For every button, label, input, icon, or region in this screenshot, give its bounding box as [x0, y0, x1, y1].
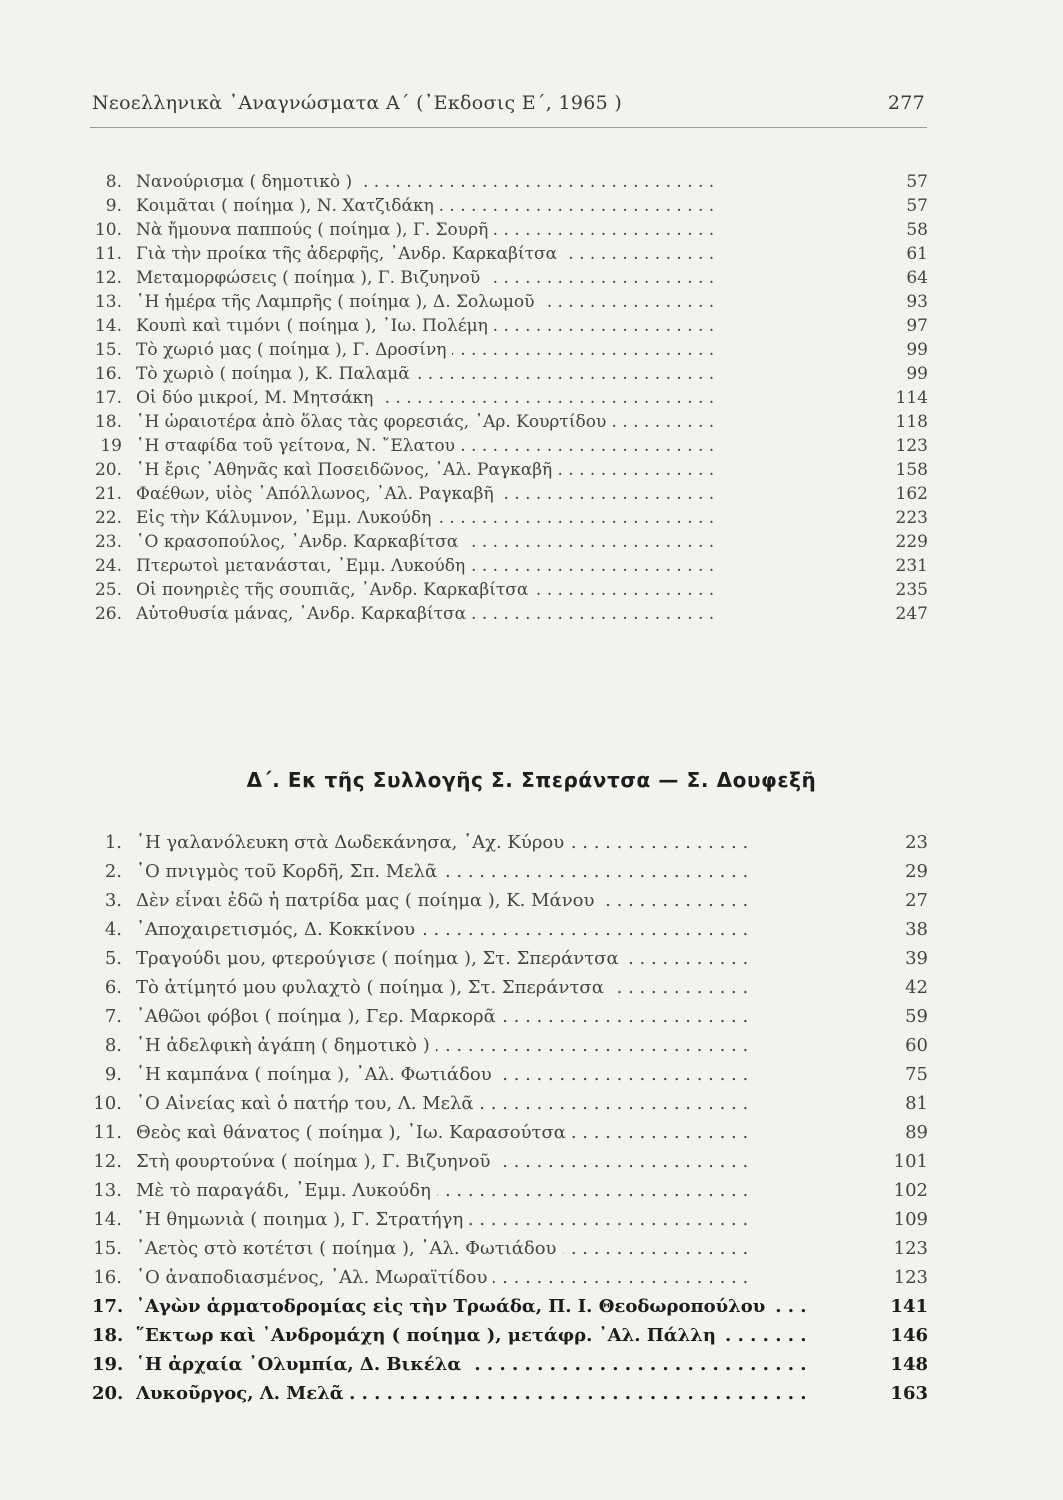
- entry-page-number: 27: [905, 890, 928, 911]
- page-number: 277: [887, 92, 925, 114]
- entry-number: 15.: [94, 340, 122, 360]
- entry-title: ῾Η ἀδελφικὴ ἀγάπη ( δημοτικὸ ): [136, 1035, 436, 1056]
- toc-entry: [92, 316, 934, 340]
- entry-title-with-leader: [136, 1035, 872, 1056]
- entry-number: 17.: [92, 1296, 124, 1317]
- entry-number: 5.: [104, 948, 122, 969]
- entry-page-number: 99: [906, 364, 928, 384]
- entry-title: ῾Η γαλανόλευκη στὰ Δωδεκάνησα, ᾽Αχ. Κύρου: [136, 832, 570, 853]
- entry-page-number: 123: [893, 1267, 928, 1288]
- toc-entry: [92, 604, 934, 628]
- entry-title: Οἱ πονηριὲς τῆς σουπιᾶς, ᾽Ανδρ. Καρκαβίτσα: [136, 580, 534, 600]
- entry-title: ῾Η σταφίδα τοῦ γείτονα, Ν. ῎Ελατου: [136, 436, 461, 456]
- entry-number: 2.: [104, 861, 122, 882]
- toc-entry: [92, 1296, 934, 1325]
- entry-title: Δὲν εἶναι ἐδῶ ἡ πατρίδα μας ( ποίημα ), Κ. Μάνου: [136, 890, 600, 911]
- entry-title-with-leader: [136, 340, 872, 360]
- running-title: Νεοελληνικὰ ᾽Αναγνώσματα Α΄ (᾽Εκδοσις Ε΄, 1965 ): [92, 92, 623, 114]
- entry-title-with-leader: [136, 832, 872, 853]
- toc-entry: [92, 1209, 934, 1238]
- entry-title: ῾Η ὡραιοτέρα ἀπὸ ὅλας τὰς φορεσιάς, ᾽Αρ. Κουρτίδου: [136, 412, 612, 432]
- toc-entry: [92, 1325, 934, 1354]
- entry-page-number: 123: [895, 436, 928, 456]
- toc-entry: [92, 508, 934, 532]
- entry-page-number: 99: [906, 340, 928, 360]
- entry-number: 7.: [104, 1006, 122, 1027]
- entry-title: Τὸ ἀτίμητό μου φυλαχτὸ ( ποίημα ), Στ. Σπεράντσα: [136, 977, 610, 998]
- entry-title-with-leader: [136, 1122, 872, 1143]
- toc-entry: [92, 1064, 934, 1093]
- entry-title: Μεταμορφώσεις ( ποίημα ), Γ. Βιζυηνοῦ: [136, 268, 486, 288]
- entry-title: ῾Ο ἀναποδιασμένος, ᾽Αλ. Μωραϊτίδου: [136, 1267, 493, 1288]
- entry-title: ῾Ο κρασοπούλος, ᾽Ανδρ. Καρκαβίτσα: [136, 532, 464, 552]
- entry-title: ῾Ο Αἰνείας καὶ ὁ πατήρ του, Λ. Μελᾶ: [136, 1093, 480, 1114]
- entry-title-with-leader: [136, 388, 872, 408]
- entry-number: 12.: [94, 268, 122, 288]
- entry-title: ῾Η ἀρχαία ᾽Ολυμπία, Δ. Βικέλα: [136, 1354, 467, 1375]
- toc-entry: [92, 1238, 934, 1267]
- entry-page-number: 97: [906, 316, 928, 336]
- entry-page-number: 163: [890, 1383, 928, 1404]
- entry-number: 20.: [92, 1383, 124, 1404]
- entry-title: Εἰς τὴν Κάλυμνον, ᾽Εμμ. Λυκούδη: [136, 508, 437, 528]
- entry-page-number: 93: [906, 292, 928, 312]
- entry-number: 15.: [93, 1238, 122, 1259]
- toc-entry: [92, 919, 934, 948]
- entry-title: Οἱ δύο μικροί, Μ. Μητσάκη: [136, 388, 379, 408]
- entry-title-with-leader: [136, 977, 872, 998]
- entry-title-with-leader: [136, 1354, 872, 1375]
- entry-page-number: 158: [895, 460, 928, 480]
- toc-entry: [92, 977, 934, 1006]
- entry-title-with-leader: [136, 220, 872, 240]
- entry-title: Κουπὶ καὶ τιμόνι ( ποίημα ), ᾽Ιω. Πολέμη: [136, 316, 494, 336]
- entry-title-with-leader: [136, 292, 872, 312]
- entry-page-number: 235: [895, 580, 928, 600]
- toc-entry: [92, 436, 934, 460]
- entry-title-with-leader: [136, 460, 872, 480]
- toc-entry: [92, 1151, 934, 1180]
- entry-title-with-leader: [136, 436, 872, 456]
- entry-page-number: 102: [893, 1180, 928, 1201]
- entry-title: ᾽Αγὼν ἁρματοδρομίας εἰς τὴν Τρωάδα, Π. Ι. Θεοδωροπούλου: [136, 1296, 771, 1317]
- toc-entry: [92, 1035, 934, 1064]
- entry-title-with-leader: [136, 412, 872, 432]
- entry-title-with-leader: [136, 1006, 872, 1027]
- entry-title: Μὲ τὸ παραγάδι, ᾽Εμμ. Λυκούδη: [136, 1180, 437, 1201]
- entry-page-number: 223: [895, 508, 928, 528]
- toc-entry: [92, 1354, 934, 1383]
- entry-title-with-leader: [136, 604, 872, 624]
- toc-entry: [92, 1122, 934, 1151]
- entry-title: Πτερωτοὶ μετανάσται, ᾽Εμμ. Λυκούδη: [136, 556, 471, 576]
- toc-entry: [92, 890, 934, 919]
- entry-title: Τὸ χωριὸ ( ποίημα ), Κ. Παλαμᾶ: [136, 364, 416, 384]
- entry-title: Φαέθων, υἱὸς ᾽Απόλλωνος, ᾽Αλ. Ραγκαβῆ: [136, 484, 500, 504]
- entry-number: 10.: [94, 220, 122, 240]
- toc-entry: [92, 172, 934, 196]
- entry-title: ᾽Αετὸς στὸ κοτέτσι ( ποίημα ), ᾽Αλ. Φωτιάδου: [136, 1238, 563, 1259]
- entry-number: 26.: [94, 604, 122, 624]
- entry-page-number: 229: [895, 532, 928, 552]
- entry-page-number: 101: [893, 1151, 928, 1172]
- entry-title: ῾Η καμπάνα ( ποίημα ), ᾽Αλ. Φωτιάδου: [136, 1064, 498, 1085]
- entry-title: ᾽Αποχαιρετισμός, Δ. Κοκκίνου: [136, 919, 421, 940]
- toc-entry: [92, 1093, 934, 1122]
- entry-number: 17.: [94, 388, 122, 408]
- toc-entry: [92, 580, 934, 604]
- entry-number: 3.: [104, 890, 122, 911]
- entry-number: 8.: [104, 1035, 122, 1056]
- toc-entry: [92, 861, 934, 890]
- entry-page-number: 29: [905, 861, 928, 882]
- section-heading: Δ΄. Εκ τῆς Συλλογῆς Σ. Σπεράντσα — Σ. Δουφεξῆ: [246, 768, 817, 792]
- entry-number: 9.: [105, 196, 122, 216]
- entry-page-number: 38: [905, 919, 928, 940]
- entry-page-number: 118: [895, 412, 928, 432]
- entry-title: ᾽Αθῶοι φόβοι ( ποίημα ), Γερ. Μαρκορᾶ: [136, 1006, 502, 1027]
- entry-page-number: 57: [906, 172, 928, 192]
- entry-title-with-leader: [136, 364, 872, 384]
- entry-number: 19.: [92, 1354, 124, 1375]
- entry-title: Λυκοῦργος, Λ. Μελᾶ: [136, 1383, 350, 1404]
- entry-page-number: 148: [890, 1354, 928, 1375]
- toc-entry: [92, 412, 934, 436]
- entry-title-with-leader: [136, 861, 872, 882]
- entry-title-with-leader: [136, 532, 872, 552]
- entry-title: Νὰ ἤμουνα παππούς ( ποίημα ), Γ. Σουρῆ: [136, 220, 494, 240]
- entry-number: 11.: [94, 244, 122, 264]
- entry-title-with-leader: [136, 1238, 872, 1259]
- entry-title: Αὐτοθυσία μάνας, ᾽Ανδρ. Καρκαβίτσα: [136, 604, 472, 624]
- entry-number: 12.: [93, 1151, 122, 1172]
- header-rule: [90, 127, 927, 128]
- entry-title-with-leader: [136, 890, 872, 911]
- toc-entry: [92, 220, 934, 244]
- toc-list-section-d: [92, 832, 934, 1412]
- entry-page-number: 81: [905, 1093, 928, 1114]
- toc-entry: [92, 1383, 934, 1412]
- entry-page-number: 58: [906, 220, 928, 240]
- entry-page-number: 162: [895, 484, 928, 504]
- toc-entry: [92, 832, 934, 861]
- entry-page-number: 75: [905, 1064, 928, 1085]
- entry-page-number: 123: [893, 1238, 928, 1259]
- entry-number: 10.: [93, 1093, 122, 1114]
- entry-page-number: 39: [905, 948, 928, 969]
- entry-number: 25.: [94, 580, 122, 600]
- entry-title-with-leader: [136, 580, 872, 600]
- entry-title: Στὴ φουρτούνα ( ποίημα ), Γ. Βιζυηνοῦ: [136, 1151, 496, 1172]
- entry-title-with-leader: [136, 1267, 872, 1288]
- entry-number: 18.: [92, 1325, 124, 1346]
- entry-number: 4.: [104, 919, 122, 940]
- entry-number: 18.: [94, 412, 122, 432]
- entry-title-with-leader: [136, 1151, 872, 1172]
- entry-page-number: 247: [895, 604, 928, 624]
- entry-page-number: 89: [905, 1122, 928, 1143]
- entry-page-number: 114: [895, 388, 928, 408]
- entry-title: Γιὰ τὴν προίκα τῆς ἀδερφῆς, ᾽Ανδρ. Καρκαβίτσα: [136, 244, 563, 264]
- entry-title-with-leader: [136, 948, 872, 969]
- toc-entry: [92, 556, 934, 580]
- entry-number: 13.: [93, 1180, 122, 1201]
- toc-entry: [92, 1267, 934, 1296]
- entry-number: 14.: [94, 316, 122, 336]
- entry-number: 6.: [104, 977, 122, 998]
- entry-title-with-leader: [136, 1064, 872, 1085]
- toc-entry: [92, 244, 934, 268]
- entry-page-number: 141: [890, 1296, 928, 1317]
- entry-title: ῾Ο πνιγμὸς τοῦ Κορδῆ, Σπ. Μελᾶ: [136, 861, 443, 882]
- entry-number: 21.: [94, 484, 122, 504]
- entry-number: 23.: [94, 532, 122, 552]
- entry-number: 16.: [93, 1267, 122, 1288]
- entry-title-with-leader: [136, 1209, 872, 1230]
- entry-title: Θεὸς καὶ θάνατος ( ποίημα ), ᾽Ιω. Καρασούτσα: [136, 1122, 572, 1143]
- toc-entry: [92, 364, 934, 388]
- entry-title-with-leader: [136, 316, 872, 336]
- toc-entry: [92, 268, 934, 292]
- entry-page-number: 23: [905, 832, 928, 853]
- entry-page-number: 61: [906, 244, 928, 264]
- toc-entry: [92, 532, 934, 556]
- entry-title: Κοιμᾶται ( ποίημα ), Ν. Χατζιδάκη: [136, 196, 440, 216]
- entry-page-number: 64: [906, 268, 928, 288]
- toc-entry: [92, 1180, 934, 1209]
- entry-title: Τραγούδι μου, φτερούγισε ( ποίημα ), Στ. Σπεράντσα: [136, 948, 625, 969]
- entry-title-with-leader: [136, 919, 872, 940]
- entry-number: 13.: [94, 292, 122, 312]
- running-header: [92, 92, 925, 114]
- entry-number: 20.: [94, 460, 122, 480]
- entry-title: ῾Η ἔρις ᾽Αθηνᾶς καὶ Ποσειδῶνος, ᾽Αλ. Ραγκαβῆ: [136, 460, 558, 480]
- entry-number: 8.: [105, 172, 122, 192]
- entry-title-with-leader: [136, 196, 872, 216]
- entry-number: 14.: [93, 1209, 122, 1230]
- entry-title-with-leader: [136, 244, 872, 264]
- entry-title-with-leader: [136, 1180, 872, 1201]
- entry-title-with-leader: [136, 508, 872, 528]
- entry-number: 1.: [104, 832, 122, 853]
- toc-entry: [92, 460, 934, 484]
- entry-title-with-leader: [136, 1296, 872, 1317]
- entry-title: Τὸ χωριό μας ( ποίημα ), Γ. Δροσίνη: [136, 340, 452, 360]
- entry-page-number: 109: [893, 1209, 928, 1230]
- toc-list-previous-section: [92, 172, 934, 628]
- entry-title: Νανούρισμα ( δημοτικὸ ): [136, 172, 358, 192]
- entry-title-with-leader: [136, 268, 872, 288]
- entry-number: 16.: [94, 364, 122, 384]
- entry-page-number: 57: [906, 196, 928, 216]
- entry-page-number: 59: [905, 1006, 928, 1027]
- toc-entry: [92, 292, 934, 316]
- entry-title-with-leader: [136, 484, 872, 504]
- toc-entry: [92, 388, 934, 412]
- toc-entry: [92, 1006, 934, 1035]
- entry-number: 11.: [93, 1122, 122, 1143]
- entry-number: 19: [100, 436, 122, 456]
- toc-entry: [92, 340, 934, 364]
- entry-title-with-leader: [136, 172, 872, 192]
- entry-title-with-leader: [136, 556, 872, 576]
- entry-page-number: 60: [905, 1035, 928, 1056]
- entry-page-number: 231: [895, 556, 928, 576]
- toc-entry: [92, 196, 934, 220]
- entry-title-with-leader: [136, 1093, 872, 1114]
- entry-number: 24.: [94, 556, 122, 576]
- entry-title-with-leader: [136, 1325, 872, 1346]
- entry-number: 22.: [94, 508, 122, 528]
- toc-entry: [92, 948, 934, 977]
- entry-title-with-leader: [136, 1383, 872, 1404]
- entry-page-number: 146: [890, 1325, 928, 1346]
- toc-entry: [92, 484, 934, 508]
- entry-title: ῾Η θημωνιὰ ( ποιημα ), Γ. Στρατήγη: [136, 1209, 469, 1230]
- entry-page-number: 42: [905, 977, 928, 998]
- entry-title: ῾Η ἡμέρα τῆς Λαμπρῆς ( ποίημα ), Δ. Σολωμοῦ: [136, 292, 541, 312]
- entry-title: ῞Εκτωρ καὶ ᾽Ανδρομάχη ( ποίημα ), μετάφρ. ᾽Αλ. Πάλλη: [136, 1325, 722, 1346]
- entry-number: 9.: [104, 1064, 122, 1085]
